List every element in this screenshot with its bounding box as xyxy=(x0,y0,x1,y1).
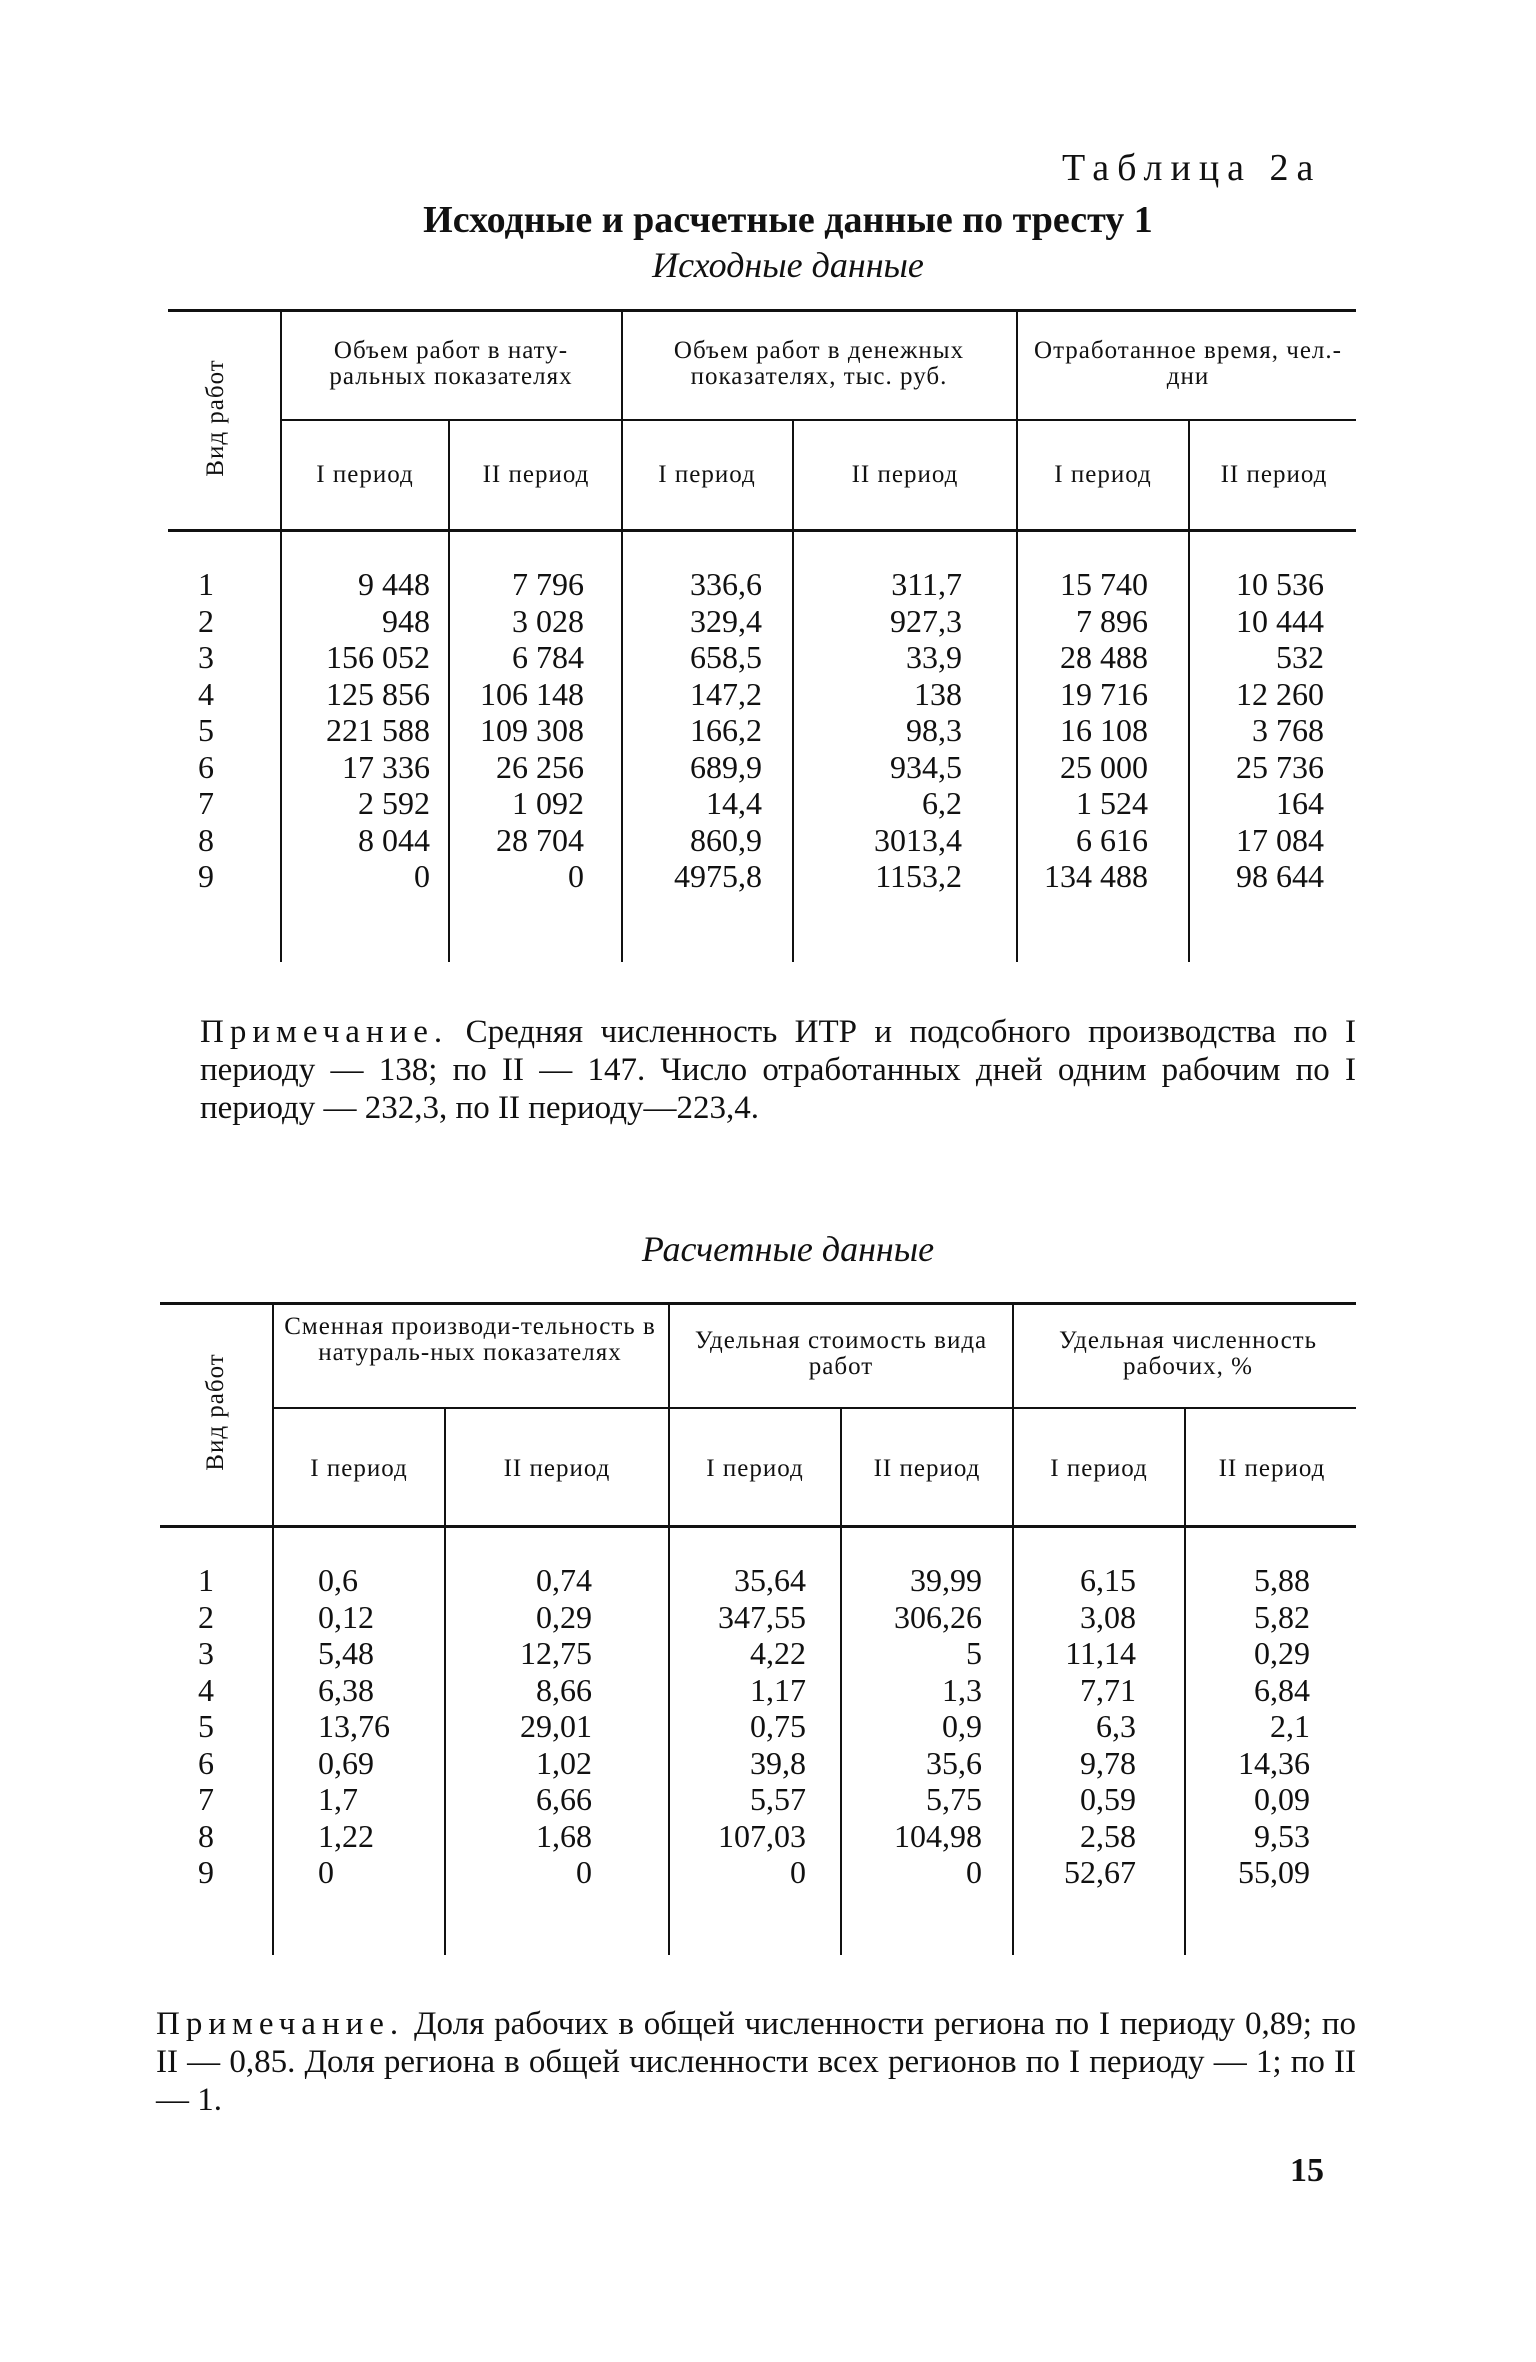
table-cell: 125 856 xyxy=(326,675,430,712)
table-cell: 35,6 xyxy=(926,1744,982,1781)
table-cell: 6,66 xyxy=(536,1781,592,1817)
table-cell: 10 444 xyxy=(1236,602,1324,639)
data-column xyxy=(800,566,962,895)
note-paragraph xyxy=(156,2005,1356,2119)
column-rule xyxy=(1184,1409,1186,1955)
table-rule xyxy=(168,529,1356,532)
table-cell: 1,3 xyxy=(942,1671,982,1708)
table-cell: 13,76 xyxy=(318,1708,390,1744)
table-cell: 6,15 xyxy=(1080,1562,1136,1598)
table-cell: 948 xyxy=(382,602,430,639)
table-cell: 52,67 xyxy=(1064,1854,1136,1890)
period-header: II период xyxy=(482,461,590,488)
column-rule xyxy=(1016,312,1018,962)
table-cell: 1,02 xyxy=(536,1744,592,1781)
column-rule xyxy=(280,312,282,962)
table-cell: 5 xyxy=(966,1635,982,1671)
row-header-label: Вид работ xyxy=(202,359,229,477)
table-cell: 1,17 xyxy=(750,1671,806,1708)
table-cell: 0,74 xyxy=(536,1562,592,1598)
table-cell: 0 xyxy=(790,1854,806,1890)
table-cell: 3 028 xyxy=(512,602,584,639)
table-cell: 0 xyxy=(414,858,430,894)
table-cell: 1 xyxy=(198,566,214,602)
table-cell: 0,09 xyxy=(1254,1781,1310,1817)
table-cell: 1 092 xyxy=(512,785,584,821)
table-cell: 0 xyxy=(318,1854,334,1890)
table-cell: 16 108 xyxy=(1060,712,1148,748)
table-cell: 9 xyxy=(198,858,214,894)
table-cell: 306,26 xyxy=(894,1598,982,1635)
table-cell: 33,9 xyxy=(906,639,962,675)
table-cell: 106 148 xyxy=(480,675,584,712)
table-cell: 0,69 xyxy=(318,1744,374,1781)
table-rule xyxy=(280,419,1356,421)
table-cell: 25 736 xyxy=(1236,748,1324,785)
period-header: II период xyxy=(1220,461,1328,488)
table-cell: 5,82 xyxy=(1254,1598,1310,1635)
page-number: 15 xyxy=(1290,2152,1324,2189)
group-header: Объем работ в денежных показателях, тыс. руб. xyxy=(673,337,965,390)
table-cell: 17 084 xyxy=(1236,821,1324,858)
table-cell: 7 796 xyxy=(512,566,584,602)
data-column xyxy=(676,1562,806,1891)
table-cell: 221 588 xyxy=(326,712,430,748)
table-cell: 1,68 xyxy=(536,1817,592,1854)
row-number-column xyxy=(198,1562,258,1891)
table-cell: 138 xyxy=(914,675,962,712)
period-header: I период xyxy=(706,1455,804,1482)
table-rule xyxy=(272,1407,1356,1409)
table-cell: 5,75 xyxy=(926,1781,982,1817)
table-cell: 55,09 xyxy=(1238,1854,1310,1890)
table-cell: 2 592 xyxy=(358,785,430,821)
data-column xyxy=(460,1562,592,1891)
table-cell: 1 524 xyxy=(1076,785,1148,821)
table-cell: 9 448 xyxy=(358,566,430,602)
table-cell: 7,71 xyxy=(1080,1671,1136,1708)
table-cell: 156 052 xyxy=(326,639,430,675)
table-rule xyxy=(160,1525,1356,1528)
table-cell: 860,9 xyxy=(690,821,762,858)
column-rule xyxy=(448,420,450,962)
period-header: II период xyxy=(503,1455,611,1482)
data-column xyxy=(846,1562,982,1891)
table-cell: 14,4 xyxy=(706,785,762,821)
table-cell: 12,75 xyxy=(520,1635,592,1671)
period-header: I период xyxy=(1050,1455,1148,1482)
note-paragraph xyxy=(200,1013,1356,1127)
table-cell: 7 xyxy=(198,785,214,821)
table-cell: 927,3 xyxy=(890,602,962,639)
note-lead: Примечание. xyxy=(200,1014,449,1050)
table-cell: 0,29 xyxy=(536,1598,592,1635)
column-rule xyxy=(792,420,794,962)
table-cell: 2,58 xyxy=(1080,1817,1136,1854)
table-cell: 98,3 xyxy=(906,712,962,748)
table-cell: 0,12 xyxy=(318,1598,374,1635)
table-cell: 6 xyxy=(198,1744,214,1781)
table-cell: 0,29 xyxy=(1254,1635,1310,1671)
table-cell: 7 896 xyxy=(1076,602,1148,639)
period-header: II период xyxy=(851,461,959,488)
table-cell: 329,4 xyxy=(690,602,762,639)
table-cell: 28 704 xyxy=(496,821,584,858)
table-cell: 109 308 xyxy=(480,712,584,748)
row-header-label: Вид работ xyxy=(202,1353,229,1471)
table-cell: 35,64 xyxy=(734,1562,806,1598)
group-header: Сменная производи-тельность в натураль-ных показателях xyxy=(284,1313,656,1366)
table-cell: 311,7 xyxy=(891,566,962,602)
period-header: II период xyxy=(873,1455,981,1482)
table-cell: 3013,4 xyxy=(874,821,962,858)
table-cell: 6 784 xyxy=(512,639,584,675)
table-cell: 934,5 xyxy=(890,748,962,785)
column-rule xyxy=(444,1409,446,1955)
table-cell: 147,2 xyxy=(690,675,762,712)
table-cell: 1,7 xyxy=(318,1781,358,1817)
period-header: I период xyxy=(658,461,756,488)
period-header: II период xyxy=(1218,1455,1326,1482)
column-rule xyxy=(272,1305,274,1955)
table-cell: 12 260 xyxy=(1236,675,1324,712)
table-cell: 3 768 xyxy=(1252,712,1324,748)
table-cell: 4 xyxy=(198,1671,214,1708)
table-cell: 2 xyxy=(198,1598,214,1635)
table-cell: 6,3 xyxy=(1096,1708,1136,1744)
note-text: Средняя численность ИТР и подсобного производства по I периоду — 138; по II — 147. Число отработанных дней одним рабочим по I периоду — 232,3, по II периоду—223,4. xyxy=(200,1014,1356,1126)
table-cell: 25 000 xyxy=(1060,748,1148,785)
period-header: I период xyxy=(310,1455,408,1482)
table-cell: 98 644 xyxy=(1236,858,1324,894)
row-number-column xyxy=(198,566,258,895)
table-cell: 39,8 xyxy=(750,1744,806,1781)
table-cell: 6 616 xyxy=(1076,821,1148,858)
column-rule xyxy=(1188,420,1190,962)
table-cell: 19 716 xyxy=(1060,675,1148,712)
table-cell: 0,59 xyxy=(1080,1781,1136,1817)
table-cell: 689,9 xyxy=(690,748,762,785)
table-cell: 8 044 xyxy=(358,821,430,858)
table-rule xyxy=(168,309,1356,312)
table-cell: 3 xyxy=(198,1635,214,1671)
group-header: Объем работ в нату-ральных показателях xyxy=(329,337,573,390)
table-cell: 9 xyxy=(198,1854,214,1890)
table-cell: 164 xyxy=(1276,785,1324,821)
table-label: Таблица 2а xyxy=(1062,147,1322,189)
table-cell: 17 336 xyxy=(342,748,430,785)
table-cell: 104,98 xyxy=(894,1817,982,1854)
table-cell: 3 xyxy=(198,639,214,675)
table-cell: 0,75 xyxy=(750,1708,806,1744)
data-column xyxy=(290,566,430,895)
table-cell: 1 xyxy=(198,1562,214,1598)
table-cell: 2 xyxy=(198,602,214,639)
table-cell: 532 xyxy=(1276,639,1324,675)
table-cell: 4,22 xyxy=(750,1635,806,1671)
table-cell: 107,03 xyxy=(718,1817,806,1854)
table-cell: 28 488 xyxy=(1060,639,1148,675)
data-column xyxy=(1020,1562,1136,1891)
table-rule xyxy=(160,1302,1356,1305)
table-cell: 5,48 xyxy=(318,1635,374,1671)
note-lead: Примечание. xyxy=(156,2006,405,2042)
data-column xyxy=(1024,566,1148,895)
data-column xyxy=(318,1562,428,1891)
table-cell: 5,57 xyxy=(750,1781,806,1817)
table-cell: 5 xyxy=(198,712,214,748)
data-column xyxy=(1192,1562,1310,1891)
group-header: Удельная численность рабочих, % xyxy=(1058,1327,1318,1380)
period-header: I период xyxy=(316,461,414,488)
table-cell: 1153,2 xyxy=(875,858,962,894)
note-text: Доля рабочих в общей численности региона по I периоду 0,89; по II — 0,85. Доля региона в общей численности всех регионов по I периоду — 1; по II — 1. xyxy=(156,2006,1356,2118)
column-rule xyxy=(621,312,623,962)
table-cell: 8 xyxy=(198,1817,214,1854)
table-cell: 14,36 xyxy=(1238,1744,1310,1781)
table-cell: 8 xyxy=(198,821,214,858)
table-cell: 0 xyxy=(966,1854,982,1890)
table-cell: 0,9 xyxy=(942,1708,982,1744)
table-cell: 2,1 xyxy=(1270,1708,1310,1744)
table-cell: 8,66 xyxy=(536,1671,592,1708)
table-cell: 658,5 xyxy=(690,639,762,675)
table-cell: 3,08 xyxy=(1080,1598,1136,1635)
table-cell: 4 xyxy=(198,675,214,712)
table-cell: 9,78 xyxy=(1080,1744,1136,1781)
table-cell: 0 xyxy=(576,1854,592,1890)
table-cell: 0,6 xyxy=(318,1562,358,1598)
table-cell: 347,55 xyxy=(718,1598,806,1635)
data-column xyxy=(456,566,584,895)
group-header: Отработанное время, чел.-дни xyxy=(1034,337,1342,390)
table-cell: 11,14 xyxy=(1065,1635,1136,1671)
table-cell: 9,53 xyxy=(1254,1817,1310,1854)
data-column xyxy=(1196,566,1324,895)
column-rule xyxy=(840,1409,842,1955)
period-header: I период xyxy=(1054,461,1152,488)
table-cell: 4975,8 xyxy=(674,858,762,894)
table-cell: 6,2 xyxy=(922,785,962,821)
table-cell: 0 xyxy=(568,858,584,894)
table-cell: 6 xyxy=(198,748,214,785)
calc-subtitle: Расчетные данные xyxy=(641,1229,935,1269)
table-cell: 29,01 xyxy=(520,1708,592,1744)
group-header: Удельная стоимость вида работ xyxy=(694,1327,988,1380)
table-cell: 26 256 xyxy=(496,748,584,785)
table-cell: 1,22 xyxy=(318,1817,374,1854)
table-cell: 7 xyxy=(198,1781,214,1817)
table-cell: 39,99 xyxy=(910,1562,982,1598)
table-cell: 6,38 xyxy=(318,1671,374,1708)
table-cell: 15 740 xyxy=(1060,566,1148,602)
column-rule xyxy=(1012,1305,1014,1955)
table-cell: 134 488 xyxy=(1044,858,1148,894)
table-cell: 336,6 xyxy=(690,566,762,602)
table-cell: 5,88 xyxy=(1254,1562,1310,1598)
data-column xyxy=(630,566,762,895)
source-subtitle: Исходные данные xyxy=(652,245,924,285)
table-cell: 6,84 xyxy=(1254,1671,1310,1708)
table-cell: 166,2 xyxy=(690,712,762,748)
column-rule xyxy=(668,1305,670,1955)
table-cell: 10 536 xyxy=(1236,566,1324,602)
table-cell: 5 xyxy=(198,1708,214,1744)
table-title: Исходные и расчетные данные по тресту 1 xyxy=(423,199,1153,241)
